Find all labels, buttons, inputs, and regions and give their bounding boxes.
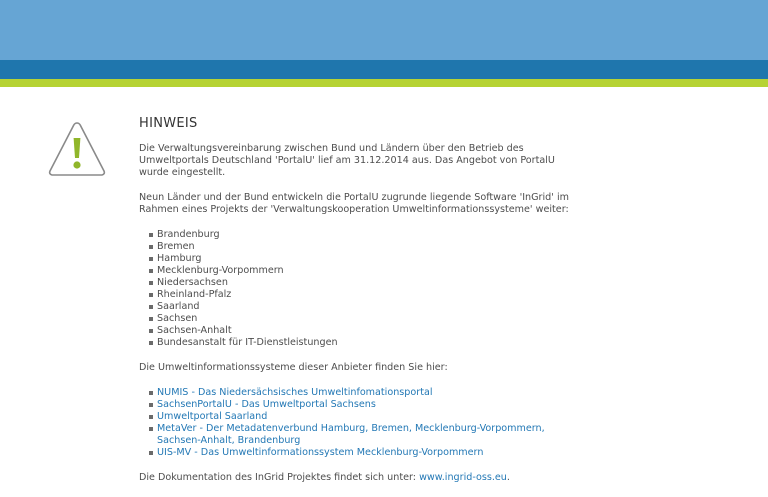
system-link-uis-mv[interactable]: UIS-MV - Das Umweltinformationssystem Mecklenburg-Vorpommern: [157, 447, 484, 458]
list-item: [149, 423, 579, 447]
notice-title: HINWEIS: [139, 116, 198, 131]
system-link-sachsenportalu[interactable]: SachsenPortalU - Das Umweltportal Sachsens: [157, 399, 376, 410]
list-item: Sachsen: [149, 313, 579, 325]
system-link-numis[interactable]: NUMIS - Das Niedersächsisches Umweltinfomationsportal: [157, 387, 433, 398]
docs-link[interactable]: www.ingrid-oss.eu: [419, 472, 507, 483]
list-item: [149, 411, 579, 423]
docs-text: Die Dokumentation des InGrid Projektes findet sich unter:: [139, 472, 420, 483]
list-item: Mecklenburg-Vorpommern: [149, 265, 579, 277]
list-item: Bundesanstalt für IT-Dienstleistungen: [149, 337, 579, 349]
list-item: Saarland: [149, 301, 579, 313]
list-item: [149, 399, 579, 411]
notice-intro: Die Verwaltungsvereinbarung zwischen Bund und Ländern über den Betrieb des Umweltportals Deutschland 'PortalU' lief am 31.12.2014 aus. Das Angebot von PortalU wurde eingestellt.: [139, 143, 555, 178]
list-item: [149, 387, 579, 399]
list-item: Rheinland-Pfalz: [149, 289, 579, 301]
systems-list: [139, 387, 579, 459]
system-link-saarland[interactable]: Umweltportal Saarland: [157, 411, 268, 422]
list-item: [149, 447, 579, 459]
list-item: Brandenburg: [149, 229, 579, 241]
system-link-metaver[interactable]: MetaVer - Der Metadatenverbund Hamburg, Bremen, Mecklenburg-Vorpommern, Sachsen-Anhalt, Brandenburg: [157, 423, 545, 446]
header-band-deep: [0, 60, 768, 79]
header-band-lime: [0, 79, 768, 87]
warning-triangle-icon: [47, 120, 107, 178]
list-item: Hamburg: [149, 253, 579, 265]
docs-end: .: [506, 472, 510, 483]
notice-continuation: Neun Länder und der Bund entwickeln die PortalU zugrunde liegende Software 'InGrid' im Rahmen eines Projekts der 'Verwaltungskooperation Umweltinformationssysteme' weiter:: [139, 192, 569, 215]
list-item: Bremen: [149, 241, 579, 253]
docs-paragraph: [139, 472, 579, 484]
header-banner: [0, 0, 768, 87]
list-item: Niedersachsen: [149, 277, 579, 289]
header-band-sky: [0, 0, 768, 60]
list-item: Sachsen-Anhalt: [149, 325, 579, 337]
systems-intro: Die Umweltinformationssysteme dieser Anbieter finden Sie hier:: [139, 362, 448, 373]
notice-content: [139, 116, 579, 497]
participants-list: [139, 229, 579, 349]
